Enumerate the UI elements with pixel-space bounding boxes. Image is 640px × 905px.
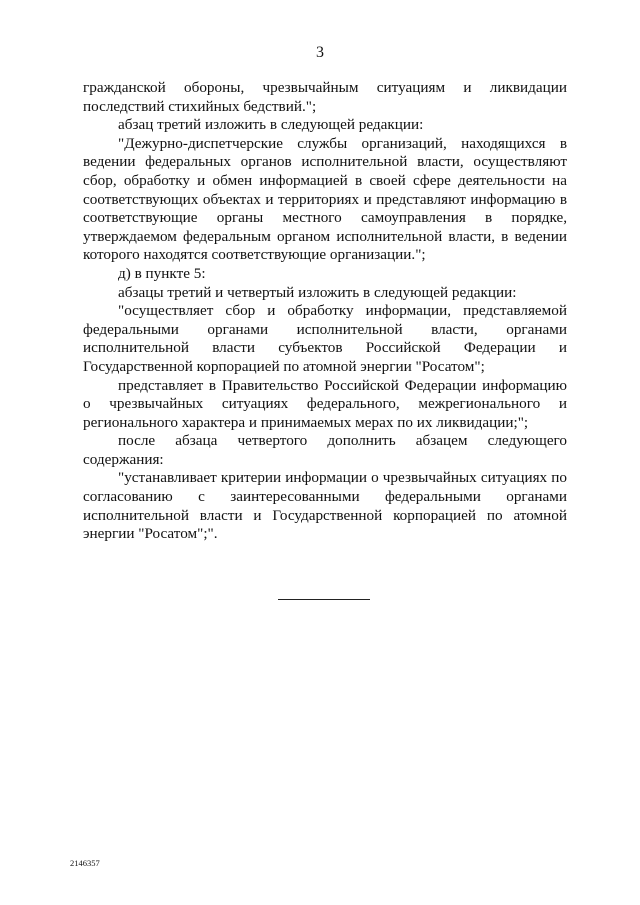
paragraph-item-d: д) в пункте 5:: [118, 264, 206, 282]
paragraph-dispatch-services: "Дежурно-диспетчерские службы организаций, находящихся в ведении федеральных органов исполнительной власти, осуществляют сбор, обработку и обмен информацией в своей сфере деятельности на соответствующих объектах и территориях и представляют информацию в соответствующие органы местного самоуправления в порядке, утверждаемом федеральным органом исполнительной власти, в ведении которого находятся соответствующие организации.";: [83, 134, 567, 264]
paragraph-instruction-third: абзац третий изложить в следующей редакции:: [118, 116, 424, 134]
paragraph-instruction-third-fourth: абзацы третий и четвертый изложить в следующей редакции:: [118, 283, 517, 301]
document-body: [83, 79, 567, 544]
document-code: 2146357: [70, 858, 100, 868]
paragraph-reports-to-government: представляет в Правительство Российской Федерации информацию о чрезвычайных ситуациях федерального, межрегионального и регионального характера и принимаемых мерах по их ликвидации;";: [83, 376, 567, 431]
paragraph-civil-defense-ending: гражданской обороны, чрезвычайным ситуациям и ликвидации последствий стихийных бедствий.";: [83, 79, 567, 115]
paragraph-instruction-add: после абзаца четвертого дополнить абзацем следующего содержания:: [83, 432, 567, 468]
paragraph-establishes-criteria: "устанавливает критерии информации о чрезвычайных ситуациях по согласованию с заинтересованными федеральными органами исполнительной власти и Государственной корпорацией по атомной энергии "Росатом";".: [83, 469, 567, 543]
page-number: 3: [316, 44, 324, 61]
paragraph-collects-information: "осуществляет сбор и обработку информации, представляемой федеральными органами исполнительной власти, органами исполнительной власти субъектов Российской Федерации и Государственной корпорацией по атомной энергии "Росатом";: [83, 302, 567, 375]
end-divider-line: [278, 599, 370, 600]
